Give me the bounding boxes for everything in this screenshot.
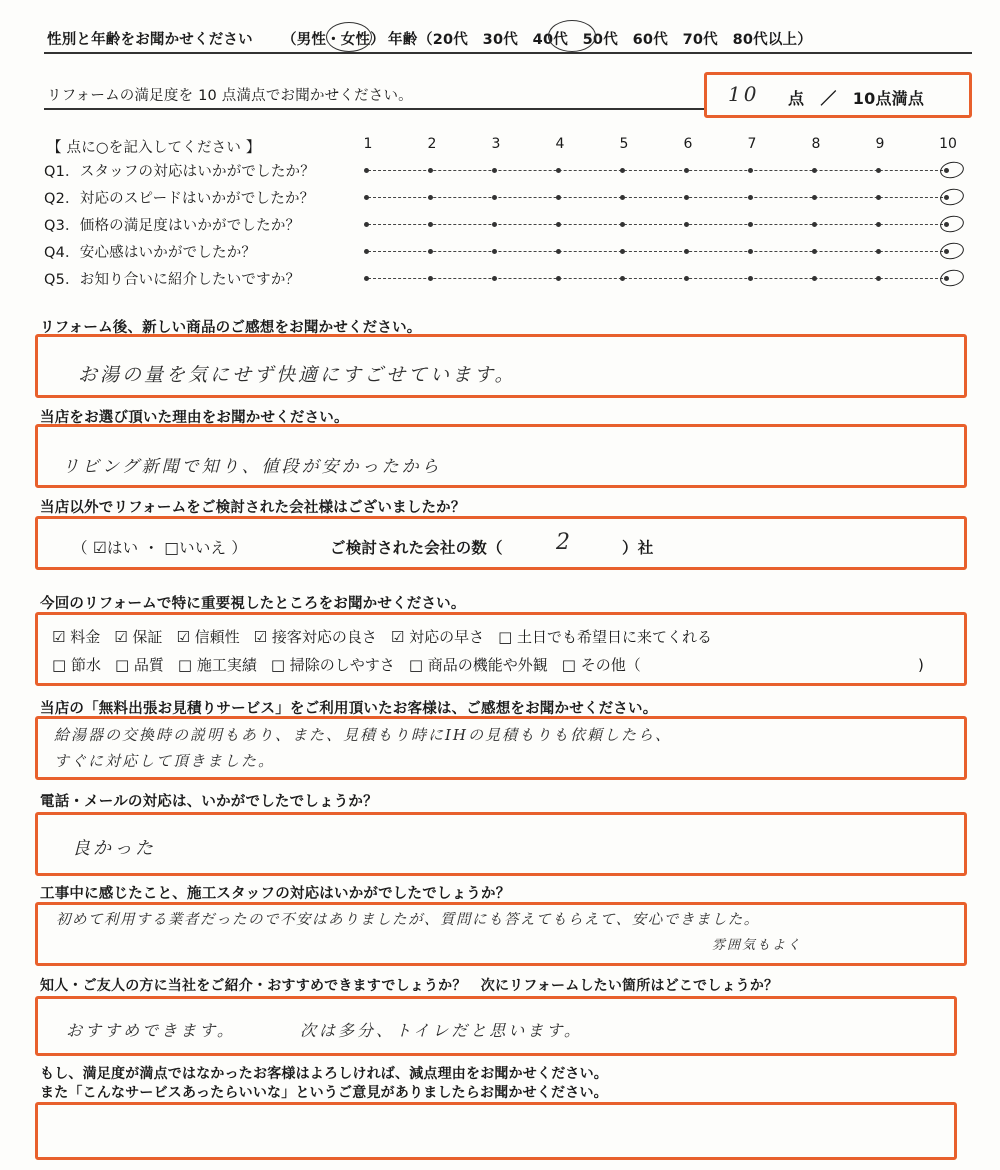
phone-answer: 良かった bbox=[72, 838, 156, 859]
other-company-yes-no: （ ☑はい ・ □いいえ ） bbox=[72, 539, 248, 557]
selected-score-circle bbox=[939, 268, 966, 289]
scale-number-4: 4 bbox=[555, 136, 565, 152]
important-label: 今回のリフォームで特に重要視したところをお聞かせください。 bbox=[40, 596, 466, 612]
recommend-answer-1: おすすめできます。 bbox=[66, 1021, 236, 1040]
rating-dot[interactable] bbox=[428, 249, 433, 254]
important-row-2 bbox=[52, 654, 655, 675]
rating-dot[interactable] bbox=[748, 276, 753, 281]
deduction-answer-box bbox=[35, 1102, 957, 1160]
scale-number-10: 10 bbox=[939, 136, 957, 152]
rating-dot[interactable] bbox=[812, 168, 817, 173]
rating-dot[interactable] bbox=[748, 249, 753, 254]
scale-number-2: 2 bbox=[427, 136, 437, 152]
header-rule bbox=[44, 52, 972, 54]
age-options: （20代 30代 40代 50代 60代 70代 80代以上） bbox=[418, 32, 812, 48]
rating-dot[interactable] bbox=[876, 168, 881, 173]
rating-dot[interactable] bbox=[364, 276, 369, 281]
selected-score-circle bbox=[939, 241, 966, 262]
rating-dot[interactable] bbox=[620, 195, 625, 200]
rating-dot[interactable] bbox=[364, 195, 369, 200]
staff-answer-insert: 雰囲気もよく bbox=[712, 938, 803, 953]
staff-label: 工事中に感じたこと、施工スタッフの対応はいかがでしたでしょうか？ bbox=[40, 886, 511, 902]
staff-answer: 初めて利用する業者だったので不安はありましたが、質問にも答えてもらえて、安心できました。 bbox=[56, 912, 760, 928]
rating-dot[interactable] bbox=[812, 249, 817, 254]
rating-scale-line bbox=[368, 278, 948, 279]
phone-answer-box bbox=[35, 812, 967, 876]
important-option[interactable]: ☑ 接客対応の良さ bbox=[253, 628, 377, 646]
phone-label: 電話・メールの対応は、いかがでしたでしょうか？ bbox=[40, 794, 378, 810]
rating-dot[interactable] bbox=[620, 222, 625, 227]
rating-dot[interactable] bbox=[492, 222, 497, 227]
gender-age-label: 性別と年齢をお聞かせください bbox=[47, 32, 253, 48]
scale-number-8: 8 bbox=[811, 136, 821, 152]
rating-dot[interactable] bbox=[620, 168, 625, 173]
rating-scale-line bbox=[368, 197, 948, 198]
reason-label: 当店をお選び頂いた理由をお聞かせください。 bbox=[40, 410, 349, 426]
selected-score-circle bbox=[939, 214, 966, 235]
rating-dot[interactable] bbox=[364, 249, 369, 254]
rating-dot[interactable] bbox=[684, 168, 689, 173]
scale-number-9: 9 bbox=[875, 136, 885, 152]
rating-dot[interactable] bbox=[556, 195, 561, 200]
important-option[interactable]: □ 掃除のしやすさ bbox=[270, 656, 395, 674]
scale-number-7: 7 bbox=[747, 136, 757, 152]
other-company-count: 2 bbox=[556, 530, 573, 555]
rating-dot[interactable] bbox=[684, 249, 689, 254]
rating-question-4: Q4．安心感はいかがでしたか？ bbox=[44, 245, 257, 261]
rating-dot[interactable] bbox=[428, 222, 433, 227]
estimate-answer-line-2: すぐに対応して頂きました。 bbox=[54, 752, 276, 770]
impression-answer: お湯の量を気にせず快適にすごせています。 bbox=[78, 364, 517, 386]
other-company-label: 当店以外でリフォームをご検討された会社様はございましたか？ bbox=[40, 500, 466, 516]
scale-number-3: 3 bbox=[491, 136, 501, 152]
rating-dot[interactable] bbox=[876, 195, 881, 200]
important-option[interactable]: ☑ 保証 bbox=[114, 628, 163, 646]
other-company-count-unit: ）社 bbox=[622, 539, 654, 557]
rating-dot[interactable] bbox=[684, 222, 689, 227]
rating-dot[interactable] bbox=[428, 276, 433, 281]
scale-number-6: 6 bbox=[683, 136, 693, 152]
deduction-label-2: また「こんなサービスあったらいいな」というご意見がありましたらお聞かせください。 bbox=[40, 1085, 608, 1101]
rating-dot[interactable] bbox=[556, 222, 561, 227]
rating-dot[interactable] bbox=[492, 168, 497, 173]
other-company-count-label: ご検討された会社の数（ bbox=[330, 539, 503, 557]
estimate-label: 当店の「無料出張お見積りサービス」をご利用頂いたお客様は、ご感想をお聞かせください。 bbox=[40, 701, 658, 717]
rating-dot[interactable] bbox=[492, 276, 497, 281]
rating-dot[interactable] bbox=[876, 249, 881, 254]
important-option[interactable]: □ 施工実績 bbox=[177, 656, 257, 674]
rating-dot[interactable] bbox=[556, 168, 561, 173]
important-option[interactable]: ☑ 対応の早さ bbox=[390, 628, 485, 646]
impression-label: リフォーム後、新しい商品のご感想をお聞かせください。 bbox=[40, 320, 422, 336]
rating-dot[interactable] bbox=[748, 195, 753, 200]
important-option[interactable]: □ 土日でも希望日に来てくれる bbox=[498, 628, 713, 646]
recommend-answer-2: 次は多分、トイレだと思います。 bbox=[300, 1021, 583, 1040]
rating-dot[interactable] bbox=[492, 249, 497, 254]
rating-dot[interactable] bbox=[364, 222, 369, 227]
important-option[interactable]: □ 節水 bbox=[52, 656, 101, 674]
gender-options: （男性・女性） bbox=[282, 32, 385, 48]
important-option[interactable]: □ 商品の機能や外観 bbox=[408, 656, 548, 674]
rating-dot[interactable] bbox=[684, 276, 689, 281]
satisfaction-rule bbox=[44, 108, 704, 110]
important-option[interactable]: □ その他（ bbox=[561, 656, 641, 674]
rating-dot[interactable] bbox=[620, 249, 625, 254]
age-label: 年齢 bbox=[388, 32, 418, 48]
important-option[interactable]: ☑ 料金 bbox=[52, 628, 101, 646]
gender-circle-mark bbox=[326, 22, 372, 52]
recommend-label: 知人・ご友人の方に当社をご紹介・おすすめできますでしょうか？ 次にリフォームしたい箇所はどこでしょうか？ bbox=[40, 978, 779, 994]
rating-dot[interactable] bbox=[684, 195, 689, 200]
estimate-answer-line-1: 給湯器の交換時の説明もあり、また、見積もり時にIHの見積もりも依頼したら、 bbox=[54, 726, 673, 744]
rating-dot[interactable] bbox=[812, 195, 817, 200]
rating-question-3: Q3．価格の満足度はいかがでしたか？ bbox=[44, 218, 301, 234]
rating-instruction: 【 点に○を記入してください 】 bbox=[47, 140, 261, 156]
rating-dot[interactable] bbox=[556, 276, 561, 281]
age-circle-mark bbox=[548, 20, 596, 52]
reason-answer: リビング新聞で知り、値段が安かったから bbox=[62, 457, 442, 477]
rating-dot[interactable] bbox=[492, 195, 497, 200]
satisfaction-score: 10 bbox=[728, 82, 760, 106]
rating-question-5: Q5．お知り合いに紹介したいですか？ bbox=[44, 272, 301, 288]
rating-dot[interactable] bbox=[748, 222, 753, 227]
satisfaction-label: リフォームの満足度を 10 点満点でお聞かせください。 bbox=[47, 88, 413, 104]
selected-score-circle bbox=[939, 160, 966, 181]
scale-number-1: 1 bbox=[363, 136, 373, 152]
rating-dot[interactable] bbox=[428, 168, 433, 173]
scale-number-5: 5 bbox=[619, 136, 629, 152]
rating-scale-line bbox=[368, 251, 948, 252]
rating-dot[interactable] bbox=[876, 222, 881, 227]
rating-dot[interactable] bbox=[876, 276, 881, 281]
rating-question-2: Q2．対応のスピードはいかがでしたか？ bbox=[44, 191, 315, 207]
rating-dot[interactable] bbox=[364, 168, 369, 173]
rating-scale-line bbox=[368, 224, 948, 225]
rating-dot[interactable] bbox=[428, 195, 433, 200]
important-option[interactable]: □ 品質 bbox=[114, 656, 164, 674]
rating-dot[interactable] bbox=[812, 276, 817, 281]
important-option[interactable]: ☑ 信頼性 bbox=[176, 628, 240, 646]
rating-dot[interactable] bbox=[556, 249, 561, 254]
selected-score-circle bbox=[939, 187, 966, 208]
important-row-1 bbox=[52, 626, 726, 647]
rating-scale-line bbox=[368, 170, 948, 171]
deduction-label-1: もし、満足度が満点ではなかったお客様はよろしければ、減点理由をお聞かせください。 bbox=[40, 1066, 608, 1082]
rating-dot[interactable] bbox=[748, 168, 753, 173]
satisfaction-unit: 点 ／ 10点満点 bbox=[788, 89, 925, 108]
rating-dot[interactable] bbox=[812, 222, 817, 227]
rating-question-1: Q1．スタッフの対応はいかがでしたか？ bbox=[44, 164, 315, 180]
important-other-close: ) bbox=[918, 656, 925, 674]
rating-dot[interactable] bbox=[620, 276, 625, 281]
